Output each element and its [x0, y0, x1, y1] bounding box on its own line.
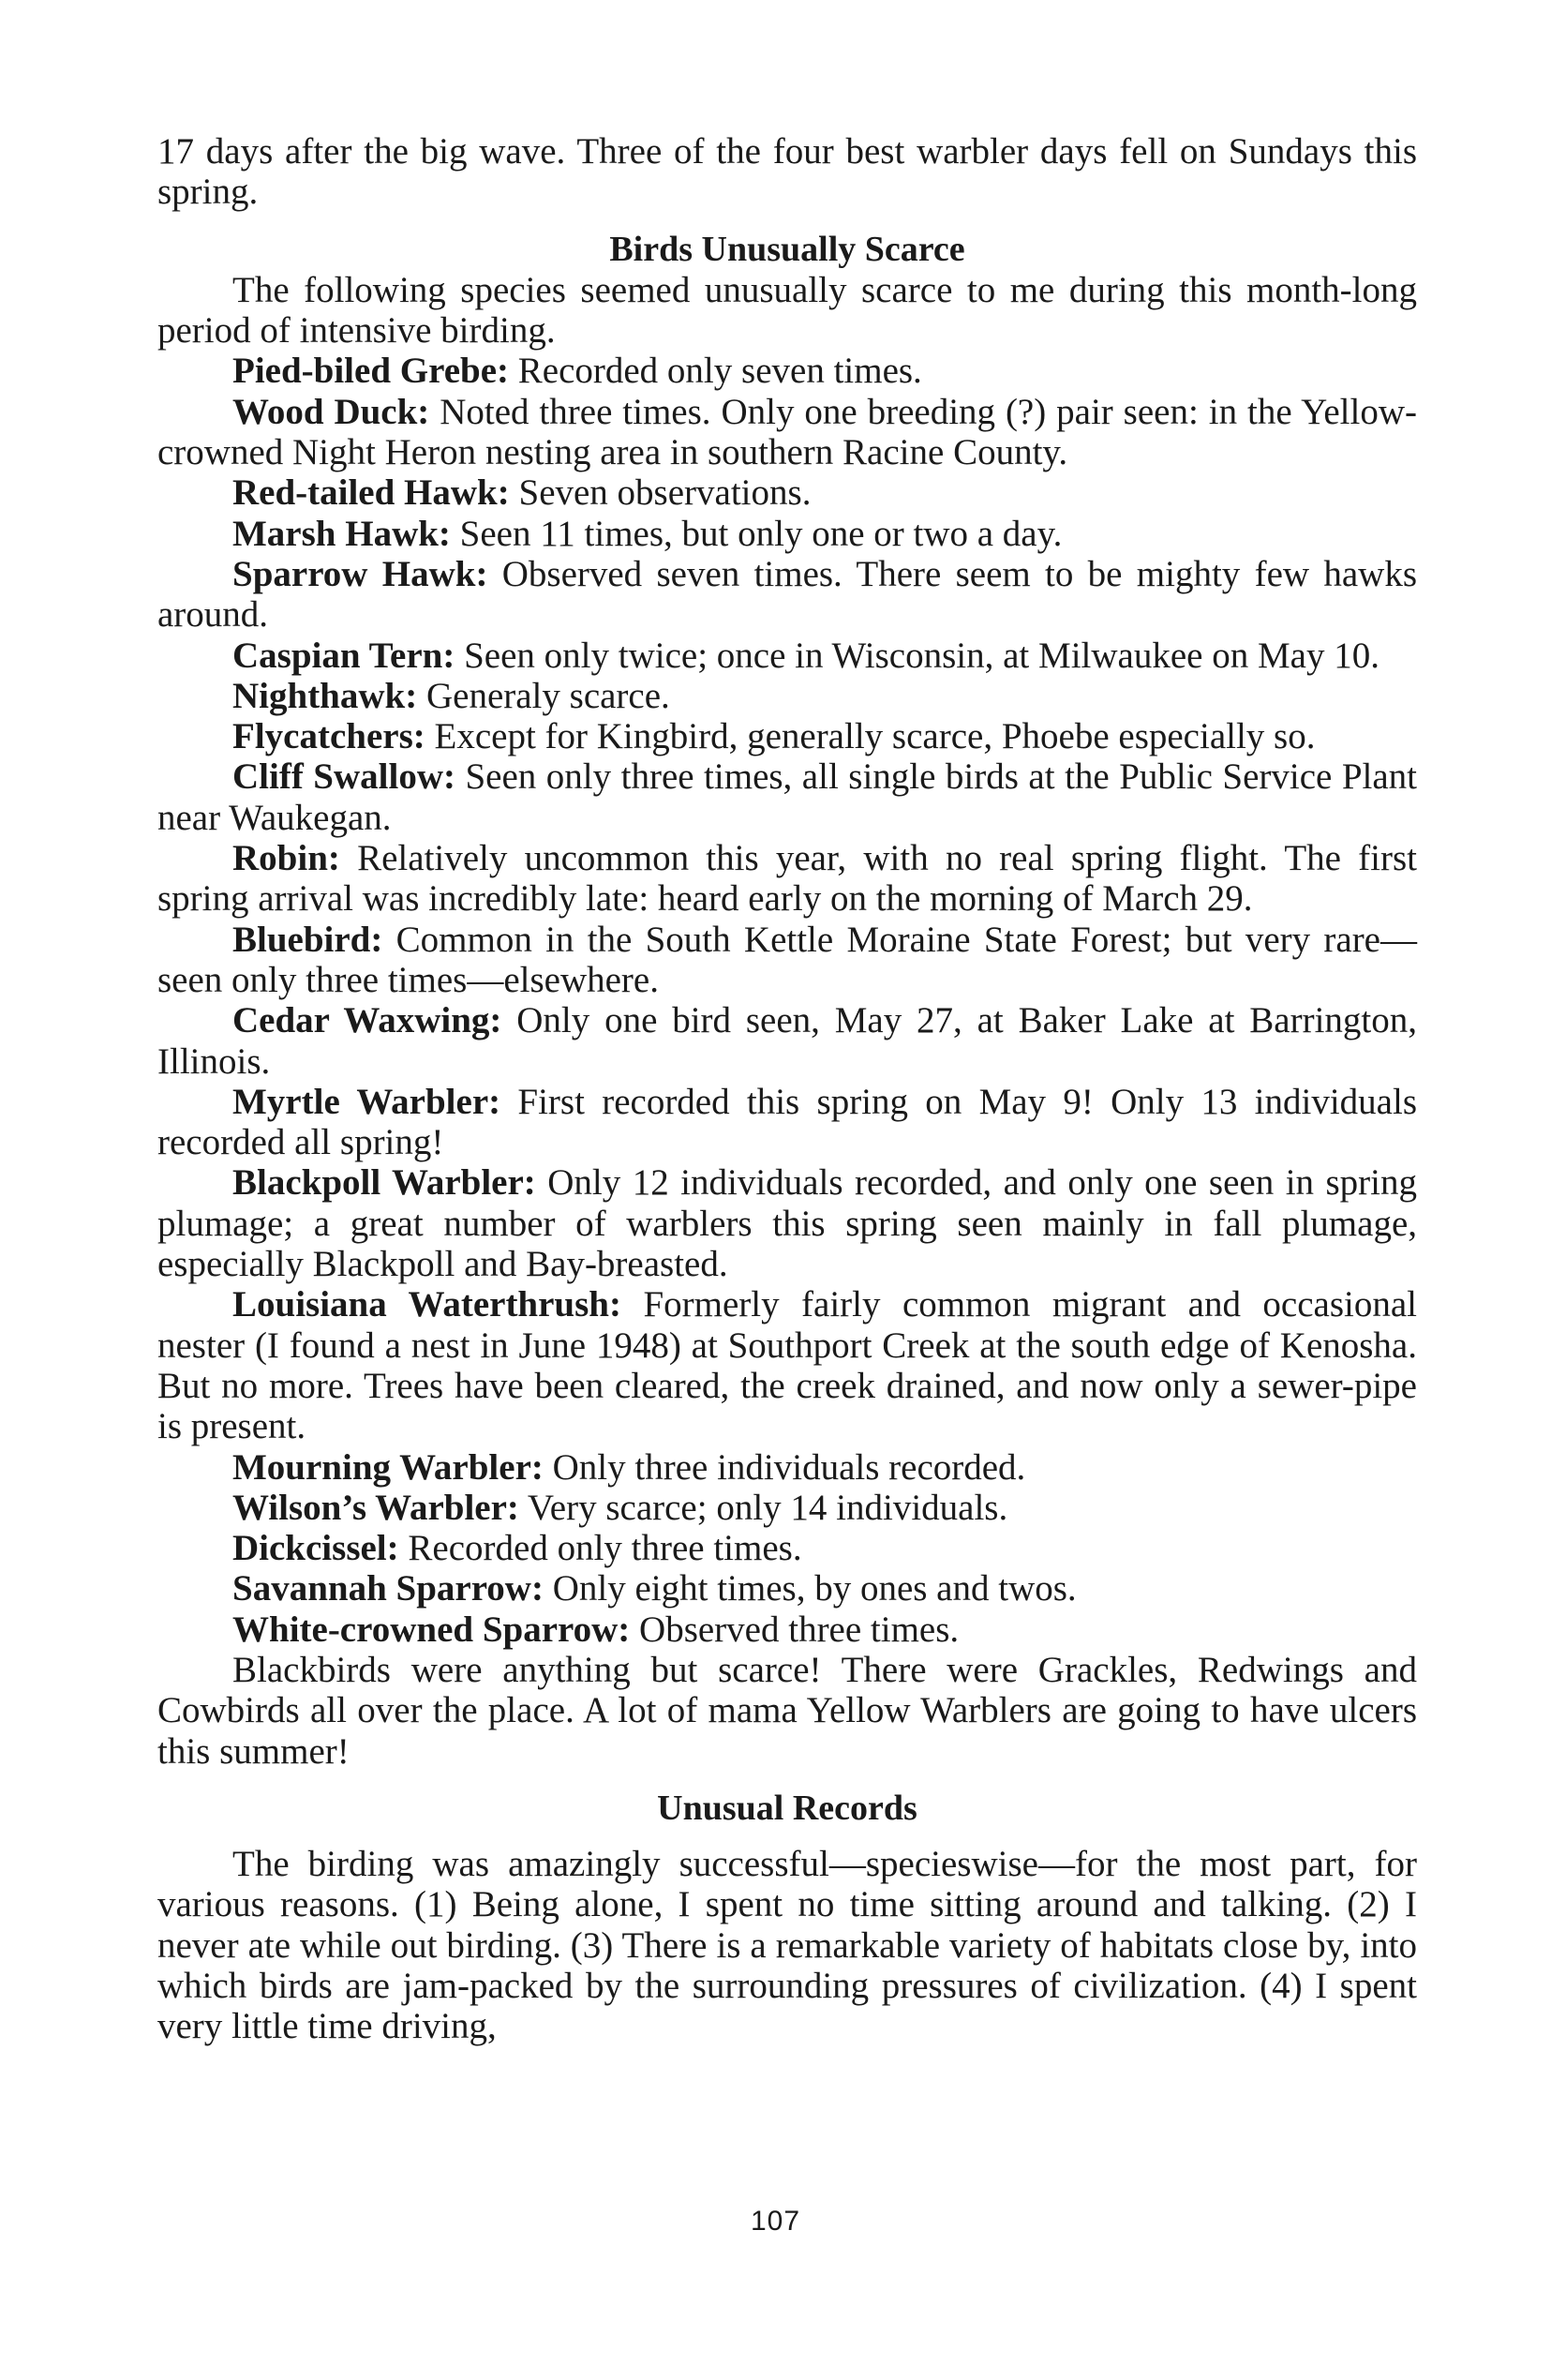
species-entry: [157, 1568, 1417, 1609]
species-name: Blackpoll Warbler:: [232, 1162, 536, 1204]
species-list: [157, 351, 1417, 1650]
species-entry: [157, 1609, 1417, 1650]
species-name: Bluebird:: [232, 919, 383, 960]
species-note: Noted three times. Only one breeding (?) pair seen: in the Yellow-crowned Night Heron nesting area in southern Racine County.: [157, 391, 1417, 473]
unusual-records-paragraph: The birding was amazingly successful—specieswise—for the most part, for various reasons. (1) Being alone, I spent no time sitting around and talking. (2) I never ate while out birding. (3) There is a remarkable variety of habitats close by, into which birds are jam-packed by the surrounding pressures of civilization. (4) I spent very little time driving,: [157, 1844, 1417, 2047]
species-note: First recorded this spring on May 9! Only 13 individuals recorded all spring!: [157, 1081, 1417, 1163]
species-note: Recorded only three times.: [398, 1528, 802, 1569]
species-name: Pied-biled Grebe:: [232, 351, 509, 392]
species-name: Nighthawk:: [232, 675, 418, 716]
species-name: Mourning Warbler:: [232, 1446, 544, 1488]
species-note: Formerly fairly common migrant and occasional nester (I found a nest in June 1948) at Southport Creek at the south edge of Kenosha. But no more. Trees have been cleared, the creek drained, and now only a sewer-pipe is present.: [157, 1284, 1417, 1447]
species-name: Robin:: [232, 838, 340, 879]
species-note: Relatively uncommon this year, with no real spring flight. The first spring arrival was incredibly late: heard early on the morning of March 29.: [157, 838, 1417, 920]
species-name: Savannah Sparrow:: [232, 1568, 544, 1609]
species-entry: [157, 1162, 1417, 1284]
species-note: Very scarce; only 14 individuals.: [518, 1487, 1008, 1528]
species-name: Wood Duck:: [232, 391, 430, 432]
page-number: 107: [750, 2206, 801, 2237]
species-name: Dickcissel:: [232, 1528, 399, 1569]
species-name: Marsh Hawk:: [232, 513, 451, 554]
species-note: Only three individuals recorded.: [543, 1446, 1026, 1488]
species-name: Louisiana Waterthrush:: [232, 1284, 621, 1325]
species-entry: [157, 838, 1417, 920]
section-heading-unusual: Unusual Records: [657, 1788, 917, 1828]
section-heading-scarce: Birds Unusually Scarce: [609, 229, 965, 269]
species-note: Except for Kingbird, generally scarce, Phoebe especially so.: [425, 716, 1316, 757]
species-note: Observed three times.: [630, 1609, 960, 1650]
species-name: Flycatchers:: [232, 716, 425, 757]
species-name: Sparrow Hawk:: [232, 553, 488, 594]
species-note: Only one bird seen, May 27, at Baker Lake at Barrington, Illinois.: [157, 1000, 1417, 1082]
species-entry: [157, 676, 1417, 716]
species-entry: [157, 920, 1417, 1001]
species-entry: [157, 636, 1417, 676]
species-entry: [157, 472, 1417, 513]
blackbirds-paragraph: Blackbirds were anything but scarce! There were Grackles, Redwings and Cowbirds all over the place. A lot of mama Yellow Warblers are going to have ulcers this summer!: [157, 1649, 1417, 1772]
species-entry: [157, 392, 1417, 473]
species-note: Seen 11 times, but only one or two a day.: [450, 513, 1063, 554]
species-name: Cedar Waxwing:: [232, 1000, 502, 1041]
species-note: Seen only twice; once in Wisconsin, at Milwaukee on May 10.: [455, 635, 1379, 676]
species-entry: [157, 1528, 1417, 1568]
scarce-lead-paragraph: The following species seemed unusually scarce to me during this month-long period of intensive birding.: [157, 269, 1417, 352]
species-note: Only 12 individuals recorded, and only one seen in spring plumage; a great number of warblers this spring seen mainly in fall plumage, especially Blackpoll and Bay-breasted.: [157, 1162, 1417, 1285]
species-entry: [157, 514, 1417, 554]
species-name: Wilson’s Warbler:: [232, 1487, 519, 1528]
species-entry: [157, 1488, 1417, 1528]
species-entry: [157, 1000, 1417, 1082]
species-entry: [157, 1082, 1417, 1163]
species-note: Recorded only seven times.: [509, 351, 922, 392]
species-note: Common in the South Kettle Moraine State Forest; but very rare—seen only three times—elsewhere.: [157, 919, 1417, 1000]
species-name: Myrtle Warbler:: [232, 1081, 501, 1122]
species-entry: [157, 1447, 1417, 1488]
species-name: Red-tailed Hawk:: [232, 472, 510, 514]
species-name: Caspian Tern:: [232, 635, 455, 676]
species-note: Seven observations.: [509, 472, 812, 514]
species-note: Observed seven times. There seem to be mighty few hawks around.: [157, 553, 1417, 636]
species-entry: [157, 554, 1417, 636]
species-note: Generaly scarce.: [417, 675, 670, 716]
species-note: Only eight times, by ones and twos.: [543, 1568, 1077, 1609]
species-name: Cliff Swallow:: [232, 756, 455, 798]
species-entry: [157, 351, 1417, 391]
body-text: [157, 131, 1417, 2047]
intro-paragraph: 17 days after the big wave. Three of the four best warbler days fell on Sundays this spring.: [157, 131, 1417, 213]
species-name: White-crowned Sparrow:: [232, 1609, 631, 1650]
species-entry: [157, 1284, 1417, 1446]
species-note: Seen only three times, all single birds at the Public Service Plant near Waukegan.: [157, 756, 1417, 838]
species-entry: [157, 716, 1417, 756]
species-entry: [157, 756, 1417, 838]
